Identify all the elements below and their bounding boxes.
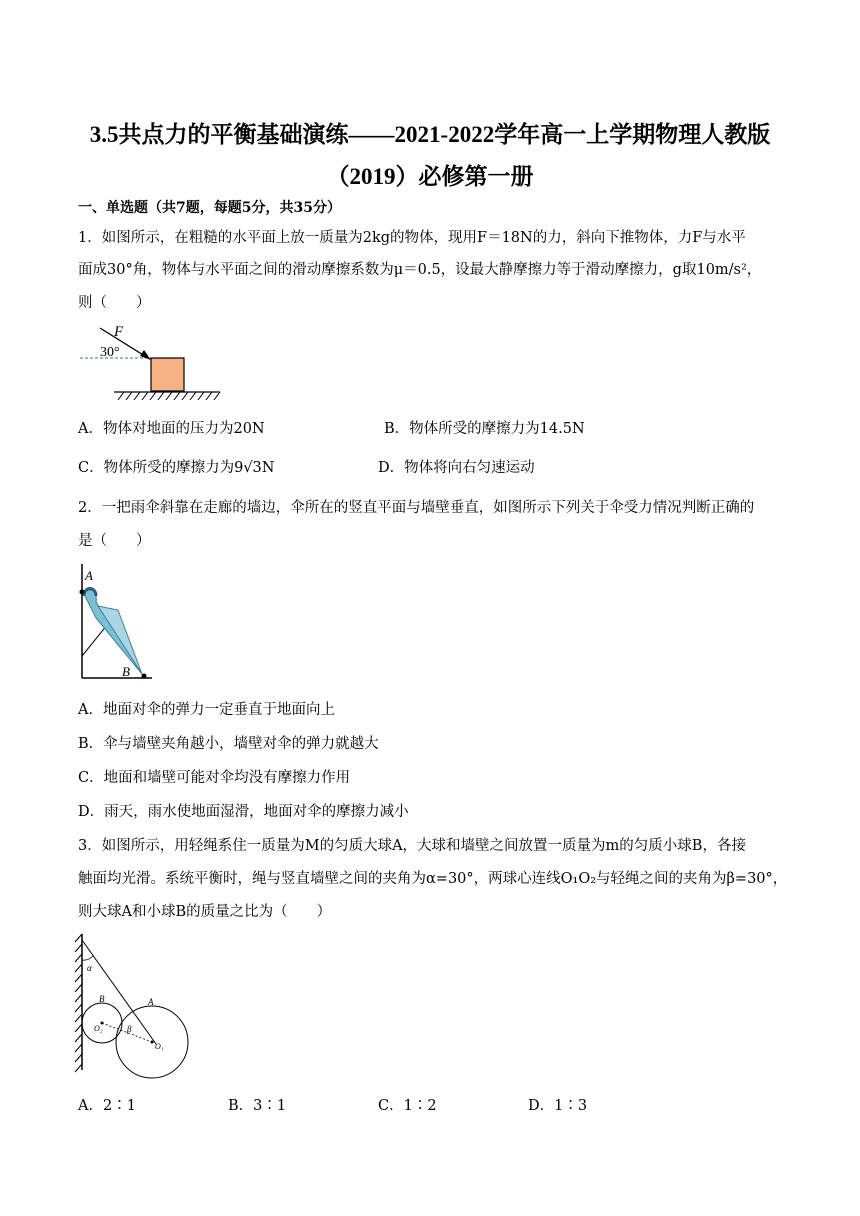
question-1-figure	[78, 320, 228, 404]
block	[151, 358, 184, 391]
question-2-option-d[interactable]: D．雨天，雨水使地面湿滑，地面对伞的摩擦力减小	[78, 804, 409, 820]
question-3-option-a[interactable]: A．2∶1	[78, 1098, 136, 1114]
question-3-line-1: 3．如图所示，用轻绳系住一质量为M的匀质大球A，大球和墙壁之间放置一质量为m的匀质小球B，各接	[78, 838, 746, 854]
point-b-dot	[142, 674, 147, 679]
question-1-line-3: 则（ ）	[78, 295, 151, 311]
question-2-line-1: 2．一把雨伞斜靠在走廊的墙边，伞所在的竖直平面与墙壁垂直，如图所示下列关于伞受力情况判断正确的	[78, 500, 755, 516]
ground-hatching	[118, 392, 220, 400]
alpha-label: α	[87, 963, 92, 973]
question-2-option-a[interactable]: A．地面对伞的弹力一定垂直于地面向上	[78, 702, 335, 718]
question-1-line-1: 1．如图所示，在粗糙的水平面上放一质量为2kg的物体，现用F＝18N的力，斜向下推物体，力F与水平	[78, 230, 746, 246]
big-ball-label: A	[148, 997, 154, 1007]
alpha-arc	[82, 956, 93, 960]
page-title-line-2: （2019）必修第一册	[326, 164, 534, 189]
question-2-figure	[78, 562, 154, 682]
question-2-line-2: 是（ ）	[78, 533, 151, 549]
force-label: F	[114, 324, 124, 340]
page-title-line-1: 3.5共点力的平衡基础演练——2021-2022学年高一上学期物理人教版	[89, 122, 771, 147]
question-3-option-c[interactable]: C．1∶2	[378, 1098, 437, 1114]
wall-hatching	[75, 934, 82, 1072]
small-ball-label: B	[99, 994, 105, 1004]
umbrella-fold	[98, 606, 142, 674]
question-2-option-c[interactable]: C．地面和墙壁可能对伞均没有摩擦力作用	[78, 770, 351, 786]
point-a-label: A	[85, 568, 93, 583]
question-3-option-b[interactable]: B．3∶1	[228, 1098, 287, 1114]
point-a-dot	[80, 590, 85, 595]
section-heading: 一、单选题（共7题，每题5分，共35分）	[78, 200, 341, 216]
question-3-option-d[interactable]: D．1∶3	[528, 1098, 588, 1114]
beta-label: β	[127, 1024, 132, 1034]
question-3-figure	[72, 930, 184, 1080]
question-3-line-3: 则大球A和小球B的质量之比为（ ）	[78, 904, 332, 920]
question-2-option-b[interactable]: B．伞与墙壁夹角越小，墙壁对伞的弹力就越大	[78, 736, 379, 752]
o1-center	[151, 1041, 154, 1044]
question-1-option-a[interactable]: A．物体对地面的压力为20N	[78, 421, 265, 437]
question-1-option-d[interactable]: D．物体将向右匀速运动	[378, 460, 535, 476]
question-1-option-b[interactable]: B．物体所受的摩擦力为14.5N	[384, 421, 585, 437]
o2-label: O₂	[94, 1024, 103, 1033]
o1-label: O₁	[155, 1042, 164, 1051]
question-1-line-2: 面成30°角，物体与水平面之间的滑动摩擦系数为μ＝0.5，设最大静摩擦力等于滑动摩擦力，g取10m/s²，	[78, 262, 762, 278]
point-b-label: B	[122, 664, 130, 679]
question-3-line-2: 触面均光滑。系统平衡时，绳与竖直墙壁之间的夹角为α=30°，两球心连线O₁O₂与轻绳之间的夹角为β=30°，	[78, 871, 788, 887]
angle-label: 30°	[100, 345, 120, 360]
question-1-option-c[interactable]: C．物体所受的摩擦力为9√3N	[78, 460, 275, 476]
